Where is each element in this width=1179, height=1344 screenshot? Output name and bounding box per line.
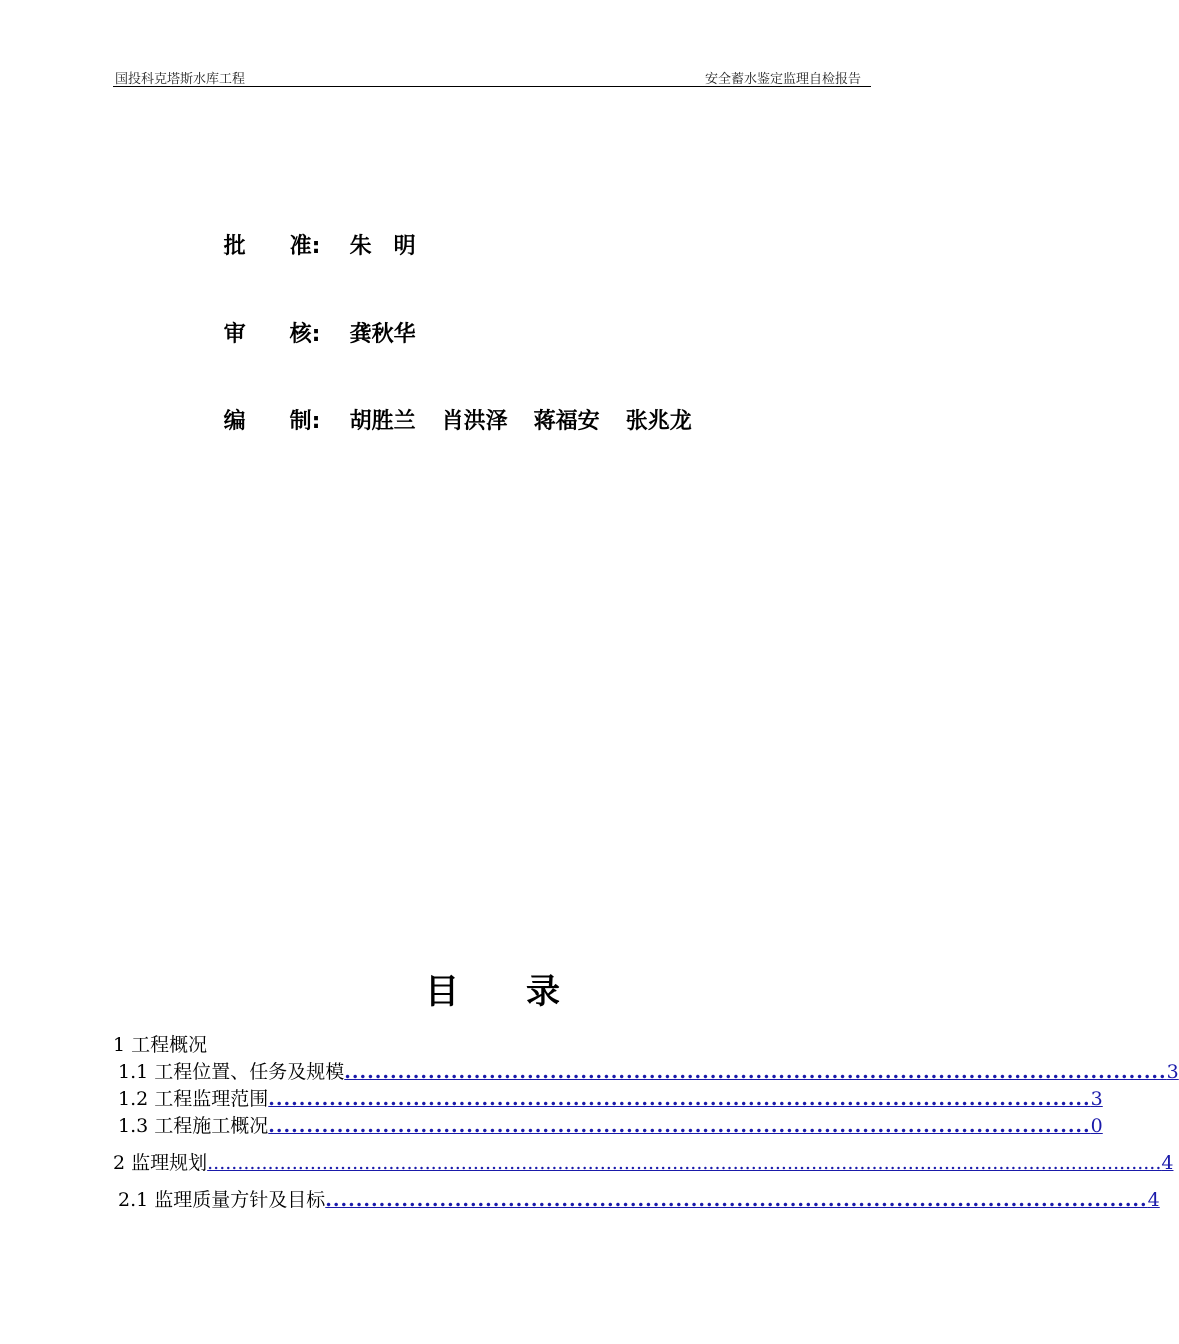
header-report-title: 安全蓄水鉴定监理自检报告 xyxy=(704,72,861,87)
author-name: 肖洪泽 xyxy=(441,409,508,434)
toc-leader-dots: ............................................................................................................ xyxy=(268,1115,1091,1137)
toc-page-number[interactable]: 4 xyxy=(1161,1152,1174,1174)
toc-entry-label: 1.2 工程监理范围 xyxy=(118,1088,269,1110)
reviewer-label: 审 核: xyxy=(223,322,321,347)
toc-section-heading xyxy=(113,1032,868,1058)
toc-page-number[interactable]: 3 xyxy=(1166,1061,1179,1083)
reviewer-row xyxy=(193,290,442,380)
author-name: 胡胜兰 xyxy=(349,409,416,434)
header-project-name: 国投科克塔斯水库工程 xyxy=(115,72,246,87)
toc-title-char: 目 xyxy=(425,972,459,1012)
author-name: 张兆龙 xyxy=(625,409,692,434)
toc-entry-label: 1.1 工程位置、任务及规模 xyxy=(118,1061,345,1083)
toc-entry-label: 1 工程概况 xyxy=(113,1034,208,1056)
toc-page-number[interactable]: 4 xyxy=(1147,1189,1160,1211)
author-name: 蒋福安 xyxy=(533,409,600,434)
page-header xyxy=(113,66,871,87)
toc-leader-dots: ............................................................................................................ xyxy=(344,1061,1167,1083)
toc-entry[interactable] xyxy=(113,1086,1103,1112)
reviewer-name: 龚秋华 xyxy=(349,322,416,347)
toc-leader-dots: ............................................................................................................ xyxy=(325,1189,1148,1211)
approver-name: 朱 明 xyxy=(349,234,416,259)
approver-label: 批 准: xyxy=(223,234,321,259)
author-label: 编 制: xyxy=(223,409,321,434)
toc-entry[interactable] xyxy=(113,1113,1103,1139)
toc-entry[interactable] xyxy=(113,1059,1179,1085)
toc-entry[interactable] xyxy=(113,1187,1160,1213)
toc-entry-label: 2.1 监理质量方针及目标 xyxy=(118,1189,326,1211)
toc-title-char: 录 xyxy=(526,972,560,1012)
toc-leader-dots: .............................................................................................................................................................. xyxy=(207,1152,1162,1174)
signature-block xyxy=(193,0,692,434)
toc-page-number[interactable]: 3 xyxy=(1090,1088,1103,1110)
toc-entry-label: 2 监理规划 xyxy=(113,1152,208,1174)
toc-leader-dots: ............................................................................................................ xyxy=(268,1088,1091,1110)
toc-entry-label: 1.3 工程施工概况 xyxy=(118,1115,269,1137)
author-row xyxy=(193,377,718,467)
approver-row xyxy=(193,202,442,292)
toc-entry[interactable] xyxy=(113,1150,1174,1176)
toc-page-number[interactable]: 0 xyxy=(1090,1115,1103,1137)
